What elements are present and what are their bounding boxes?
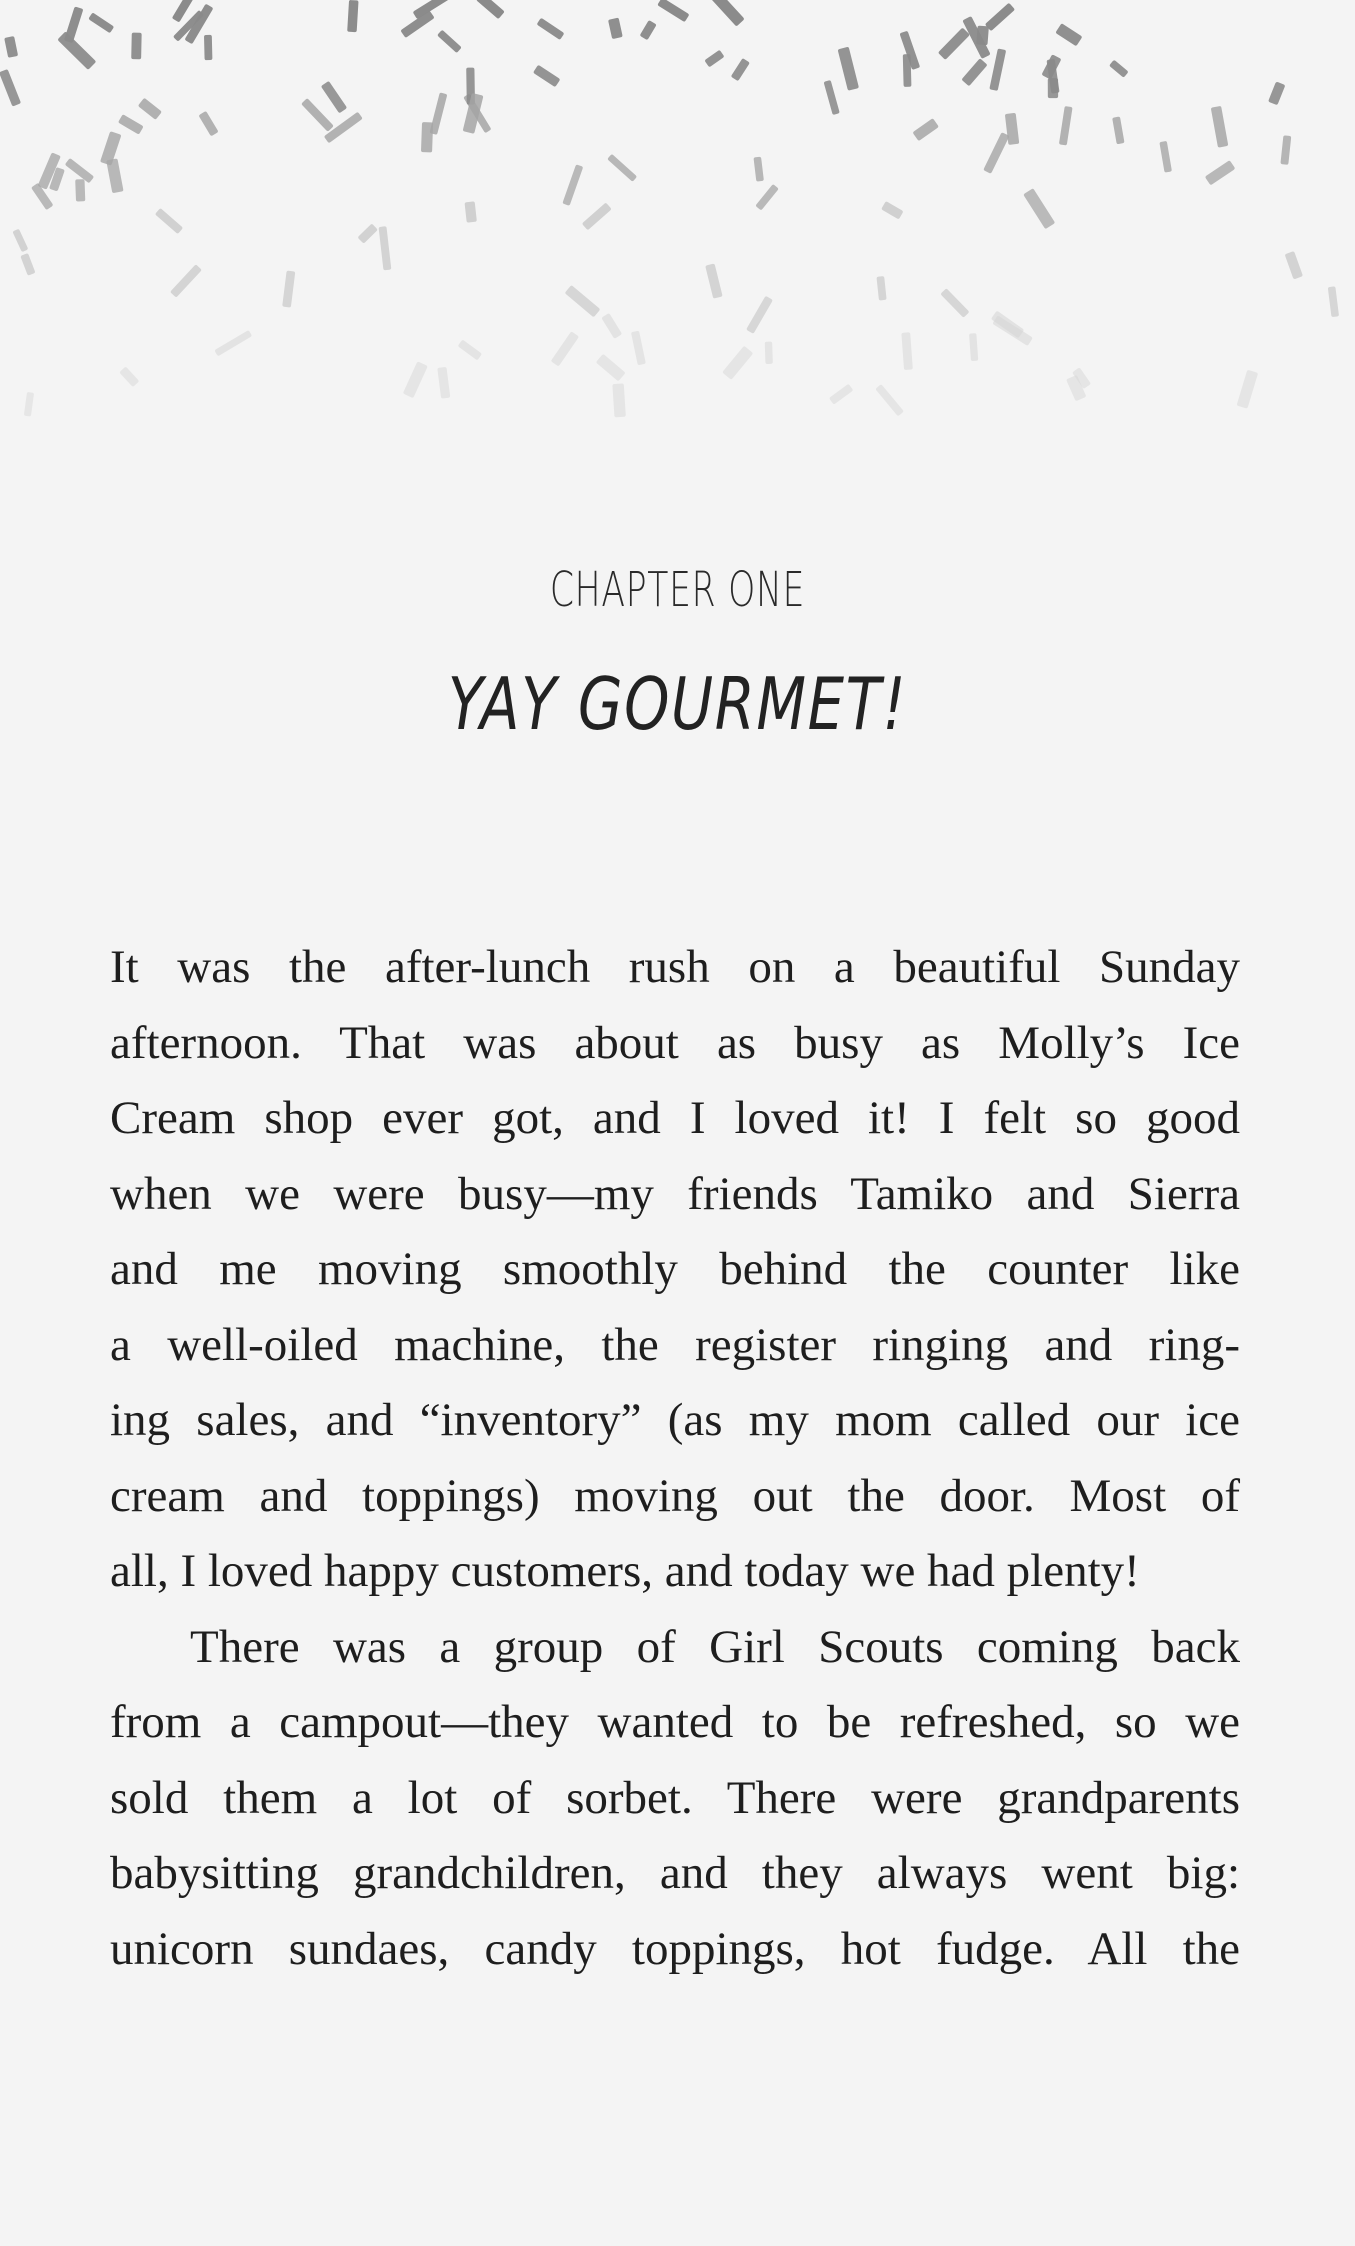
sprinkle bbox=[704, 50, 724, 68]
sprinkle bbox=[1280, 135, 1291, 165]
sprinkle bbox=[1041, 54, 1061, 79]
sprinkle bbox=[631, 331, 646, 366]
text-line: afternoon. That was about as busy as Molly’s Ice bbox=[110, 1016, 1240, 1069]
sprinkle bbox=[1205, 160, 1236, 185]
sprinkle bbox=[1112, 116, 1124, 144]
sprinkle bbox=[347, 0, 358, 32]
text-line: a well-oiled machine, the register ringing and ring- bbox=[110, 1318, 1240, 1371]
sprinkle bbox=[24, 392, 34, 417]
sprinkle bbox=[282, 270, 295, 307]
text-line: ing sales, and “inventory” (as my mom called our ice bbox=[110, 1394, 1240, 1446]
sprinkle bbox=[1055, 23, 1082, 46]
text-line: and me moving smoothly behind the counter like bbox=[110, 1243, 1240, 1295]
sprinkle bbox=[912, 118, 939, 141]
sprinkle bbox=[301, 98, 334, 132]
sprinkle bbox=[64, 6, 83, 43]
sprinkle bbox=[983, 132, 1009, 174]
chapter-title: YAY GOURMET! bbox=[447, 662, 908, 746]
sprinkle bbox=[746, 296, 773, 334]
body-text bbox=[110, 930, 1240, 1987]
sprinkle bbox=[1285, 251, 1303, 280]
sprinkle bbox=[170, 264, 202, 297]
sprinkle bbox=[765, 342, 773, 364]
sprinkle bbox=[607, 154, 637, 182]
text-line: There was a group of Girl Scouts coming back bbox=[190, 1620, 1240, 1673]
sprinkle bbox=[437, 367, 450, 399]
chapter-label: CHAPTER ONE bbox=[549, 562, 806, 618]
sprinkle bbox=[1023, 188, 1055, 229]
sprinkle bbox=[612, 383, 626, 417]
sprinkle bbox=[119, 366, 139, 387]
sprinkle bbox=[437, 30, 462, 53]
text-line: It was the after-lunch rush on a beautiful Sunday bbox=[110, 941, 1240, 993]
sprinkle bbox=[379, 226, 392, 270]
sprinkle bbox=[20, 253, 35, 276]
text-line: babysitting grandchildren, and they always went big: bbox=[110, 1847, 1240, 1899]
sprinkle bbox=[118, 114, 144, 135]
text-line: all, I loved happy customers, and today we had plenty! bbox=[110, 1545, 1140, 1597]
sprinkle bbox=[985, 3, 1015, 32]
sprinkle bbox=[731, 58, 750, 81]
sprinkle bbox=[204, 35, 212, 60]
sprinkle bbox=[829, 384, 853, 405]
sprinkle bbox=[1268, 81, 1285, 105]
sprinkle bbox=[1109, 60, 1129, 78]
sprinkle bbox=[838, 47, 859, 91]
text-line: unicorn sundaes, candy toppings, hot fudge. All the bbox=[110, 1922, 1240, 1975]
sprinkle bbox=[198, 111, 218, 137]
text-line: when we were busy—my friends Tamiko and Sierra bbox=[110, 1167, 1240, 1220]
sprinkle bbox=[1211, 106, 1229, 148]
sprinkle bbox=[705, 263, 722, 298]
sprinkle bbox=[458, 339, 482, 360]
sprinkle bbox=[755, 184, 779, 211]
sprinkle bbox=[989, 48, 1006, 90]
sprinkle bbox=[562, 164, 583, 206]
sprinkle bbox=[565, 285, 601, 317]
sprinkle bbox=[421, 122, 433, 152]
sprinkle bbox=[582, 202, 612, 230]
sprinkle bbox=[596, 354, 626, 382]
sprinkle bbox=[551, 331, 579, 366]
text-line: Cream shop ever got, and I loved it! I felt so good bbox=[110, 1092, 1240, 1144]
sprinkle bbox=[357, 223, 377, 243]
sprinkle bbox=[0, 69, 21, 107]
sprinkle bbox=[57, 31, 96, 70]
sprinkle bbox=[214, 330, 252, 356]
sprinkle bbox=[875, 384, 904, 416]
sprinkle bbox=[321, 81, 347, 114]
text-line: cream and toppings) moving out the door. Most of bbox=[110, 1469, 1240, 1522]
sprinkles-decoration bbox=[0, 0, 1355, 420]
text-line: from a campout—they wanted to be refreshed, so we bbox=[110, 1696, 1240, 1748]
sprinkle bbox=[1328, 286, 1339, 317]
sprinkle bbox=[75, 179, 85, 201]
text-line: sold them a lot of sorbet. There were grandparents bbox=[110, 1771, 1240, 1824]
sprinkle bbox=[961, 58, 987, 86]
sprinkle bbox=[881, 201, 903, 219]
sprinkle bbox=[608, 18, 623, 40]
sprinkle bbox=[722, 346, 753, 380]
sprinkle bbox=[465, 201, 477, 222]
sprinkle bbox=[876, 276, 886, 300]
sprinkle bbox=[88, 12, 114, 33]
sprinkle bbox=[1159, 141, 1172, 173]
sprinkle bbox=[12, 229, 28, 253]
sprinkle bbox=[901, 332, 913, 370]
sprinkle bbox=[969, 333, 978, 361]
sprinkle bbox=[537, 18, 565, 40]
sprinkle bbox=[138, 98, 162, 120]
sprinkle bbox=[1237, 370, 1259, 409]
sprinkle bbox=[753, 157, 763, 182]
sprinkle bbox=[940, 288, 969, 318]
sprinkle bbox=[709, 0, 744, 27]
sprinkle bbox=[1059, 106, 1073, 145]
sprinkle bbox=[100, 131, 121, 165]
sprinkle bbox=[155, 208, 183, 234]
sprinkle bbox=[4, 36, 18, 58]
sprinkle bbox=[824, 80, 840, 115]
sprinkle bbox=[533, 65, 560, 88]
sprinkle bbox=[403, 361, 428, 398]
sprinkle bbox=[476, 0, 505, 19]
sprinkle bbox=[131, 33, 141, 60]
sprinkle bbox=[640, 20, 657, 40]
sprinkle bbox=[657, 0, 689, 22]
sprinkle bbox=[938, 27, 970, 59]
sprinkle bbox=[601, 313, 622, 339]
